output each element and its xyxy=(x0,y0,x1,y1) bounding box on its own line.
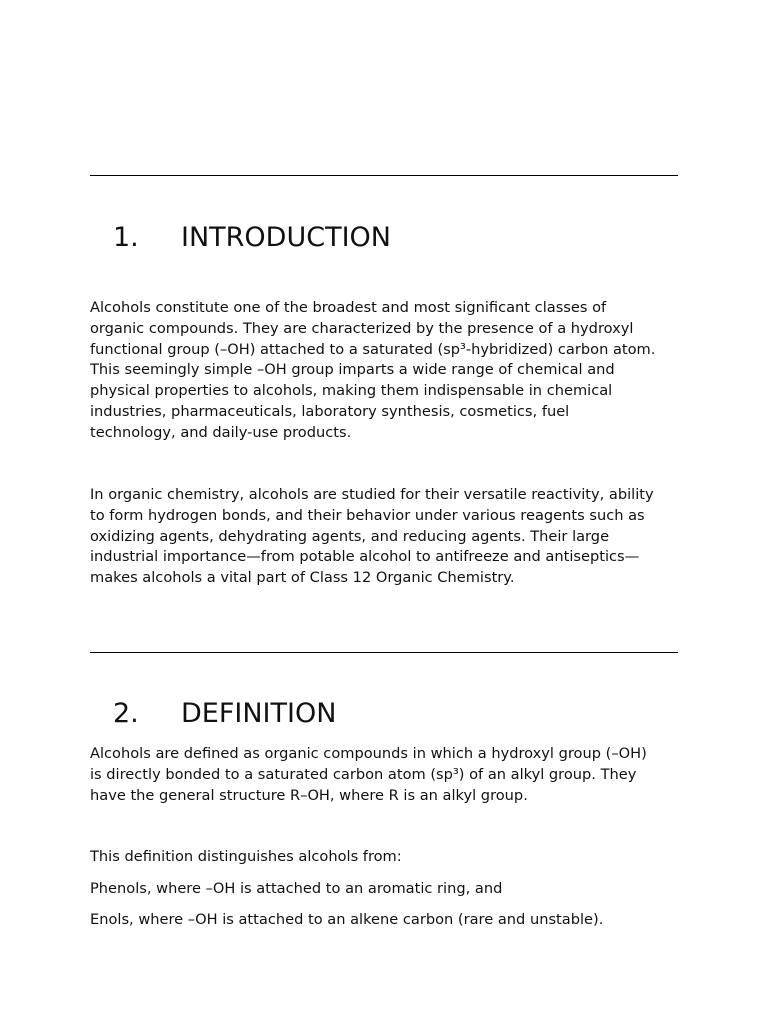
text-line: Alcohols constitute one of the broadest and most significant classes of xyxy=(90,299,607,316)
text-line: industries, pharmaceuticals, laboratory synthesis, cosmetics, fuel xyxy=(90,402,570,420)
definition-intro-line xyxy=(90,847,680,868)
section-heading-definition xyxy=(113,697,336,731)
text-line: to form hydrogen bonds, and their behavior under various reagents such as xyxy=(90,506,645,524)
section-title: DEFINITION xyxy=(181,698,337,729)
text-line: is directly bonded to a saturated carbon atom (sp³) of an alkyl group. They xyxy=(90,765,637,783)
text-line: Alcohols are defined as organic compounds in which a hydroxyl group (–OH) xyxy=(90,745,647,762)
text-line: In organic chemistry, alcohols are studied for their versatile reactivity, ability xyxy=(90,486,654,503)
text-line: industrial importance—from potable alcohol to antifreeze and antiseptics— xyxy=(90,548,640,566)
text-line: functional group (–OH) attached to a saturated (sp³-hybridized) carbon atom. xyxy=(90,340,656,358)
text-line: physical properties to alcohols, making them indispensable in chemical xyxy=(90,382,613,400)
phenols-distinction xyxy=(90,879,680,900)
text-line: Enols, where –OH is attached to an alkene carbon (rare and unstable). xyxy=(90,911,604,928)
text-line: makes alcohols a vital part of Class 12 Organic Chemistry. xyxy=(90,569,515,587)
section-divider xyxy=(90,175,678,176)
section-number: 1. xyxy=(113,222,139,253)
text-line: Phenols, where –OH is attached to an aromatic ring, and xyxy=(90,880,503,897)
section-number: 2. xyxy=(113,698,139,729)
introduction-paragraph-1 xyxy=(90,298,680,444)
text-line: organic compounds. They are characterized by the presence of a hydroxyl xyxy=(90,319,634,337)
section-divider xyxy=(90,652,678,653)
text-line: This definition distinguishes alcohols from: xyxy=(90,848,402,865)
enols-distinction xyxy=(90,910,680,931)
introduction-paragraph-2 xyxy=(90,485,680,589)
definition-paragraph xyxy=(90,744,680,806)
text-line: have the general structure R–OH, where R is an alkyl group. xyxy=(90,786,528,804)
section-title: INTRODUCTION xyxy=(181,222,391,253)
section-heading-introduction xyxy=(113,221,391,255)
text-line: This seemingly simple –OH group imparts a wide range of chemical and xyxy=(90,361,615,379)
text-line: technology, and daily-use products. xyxy=(90,423,352,441)
text-line: oxidizing agents, dehydrating agents, and reducing agents. Their large xyxy=(90,527,610,545)
